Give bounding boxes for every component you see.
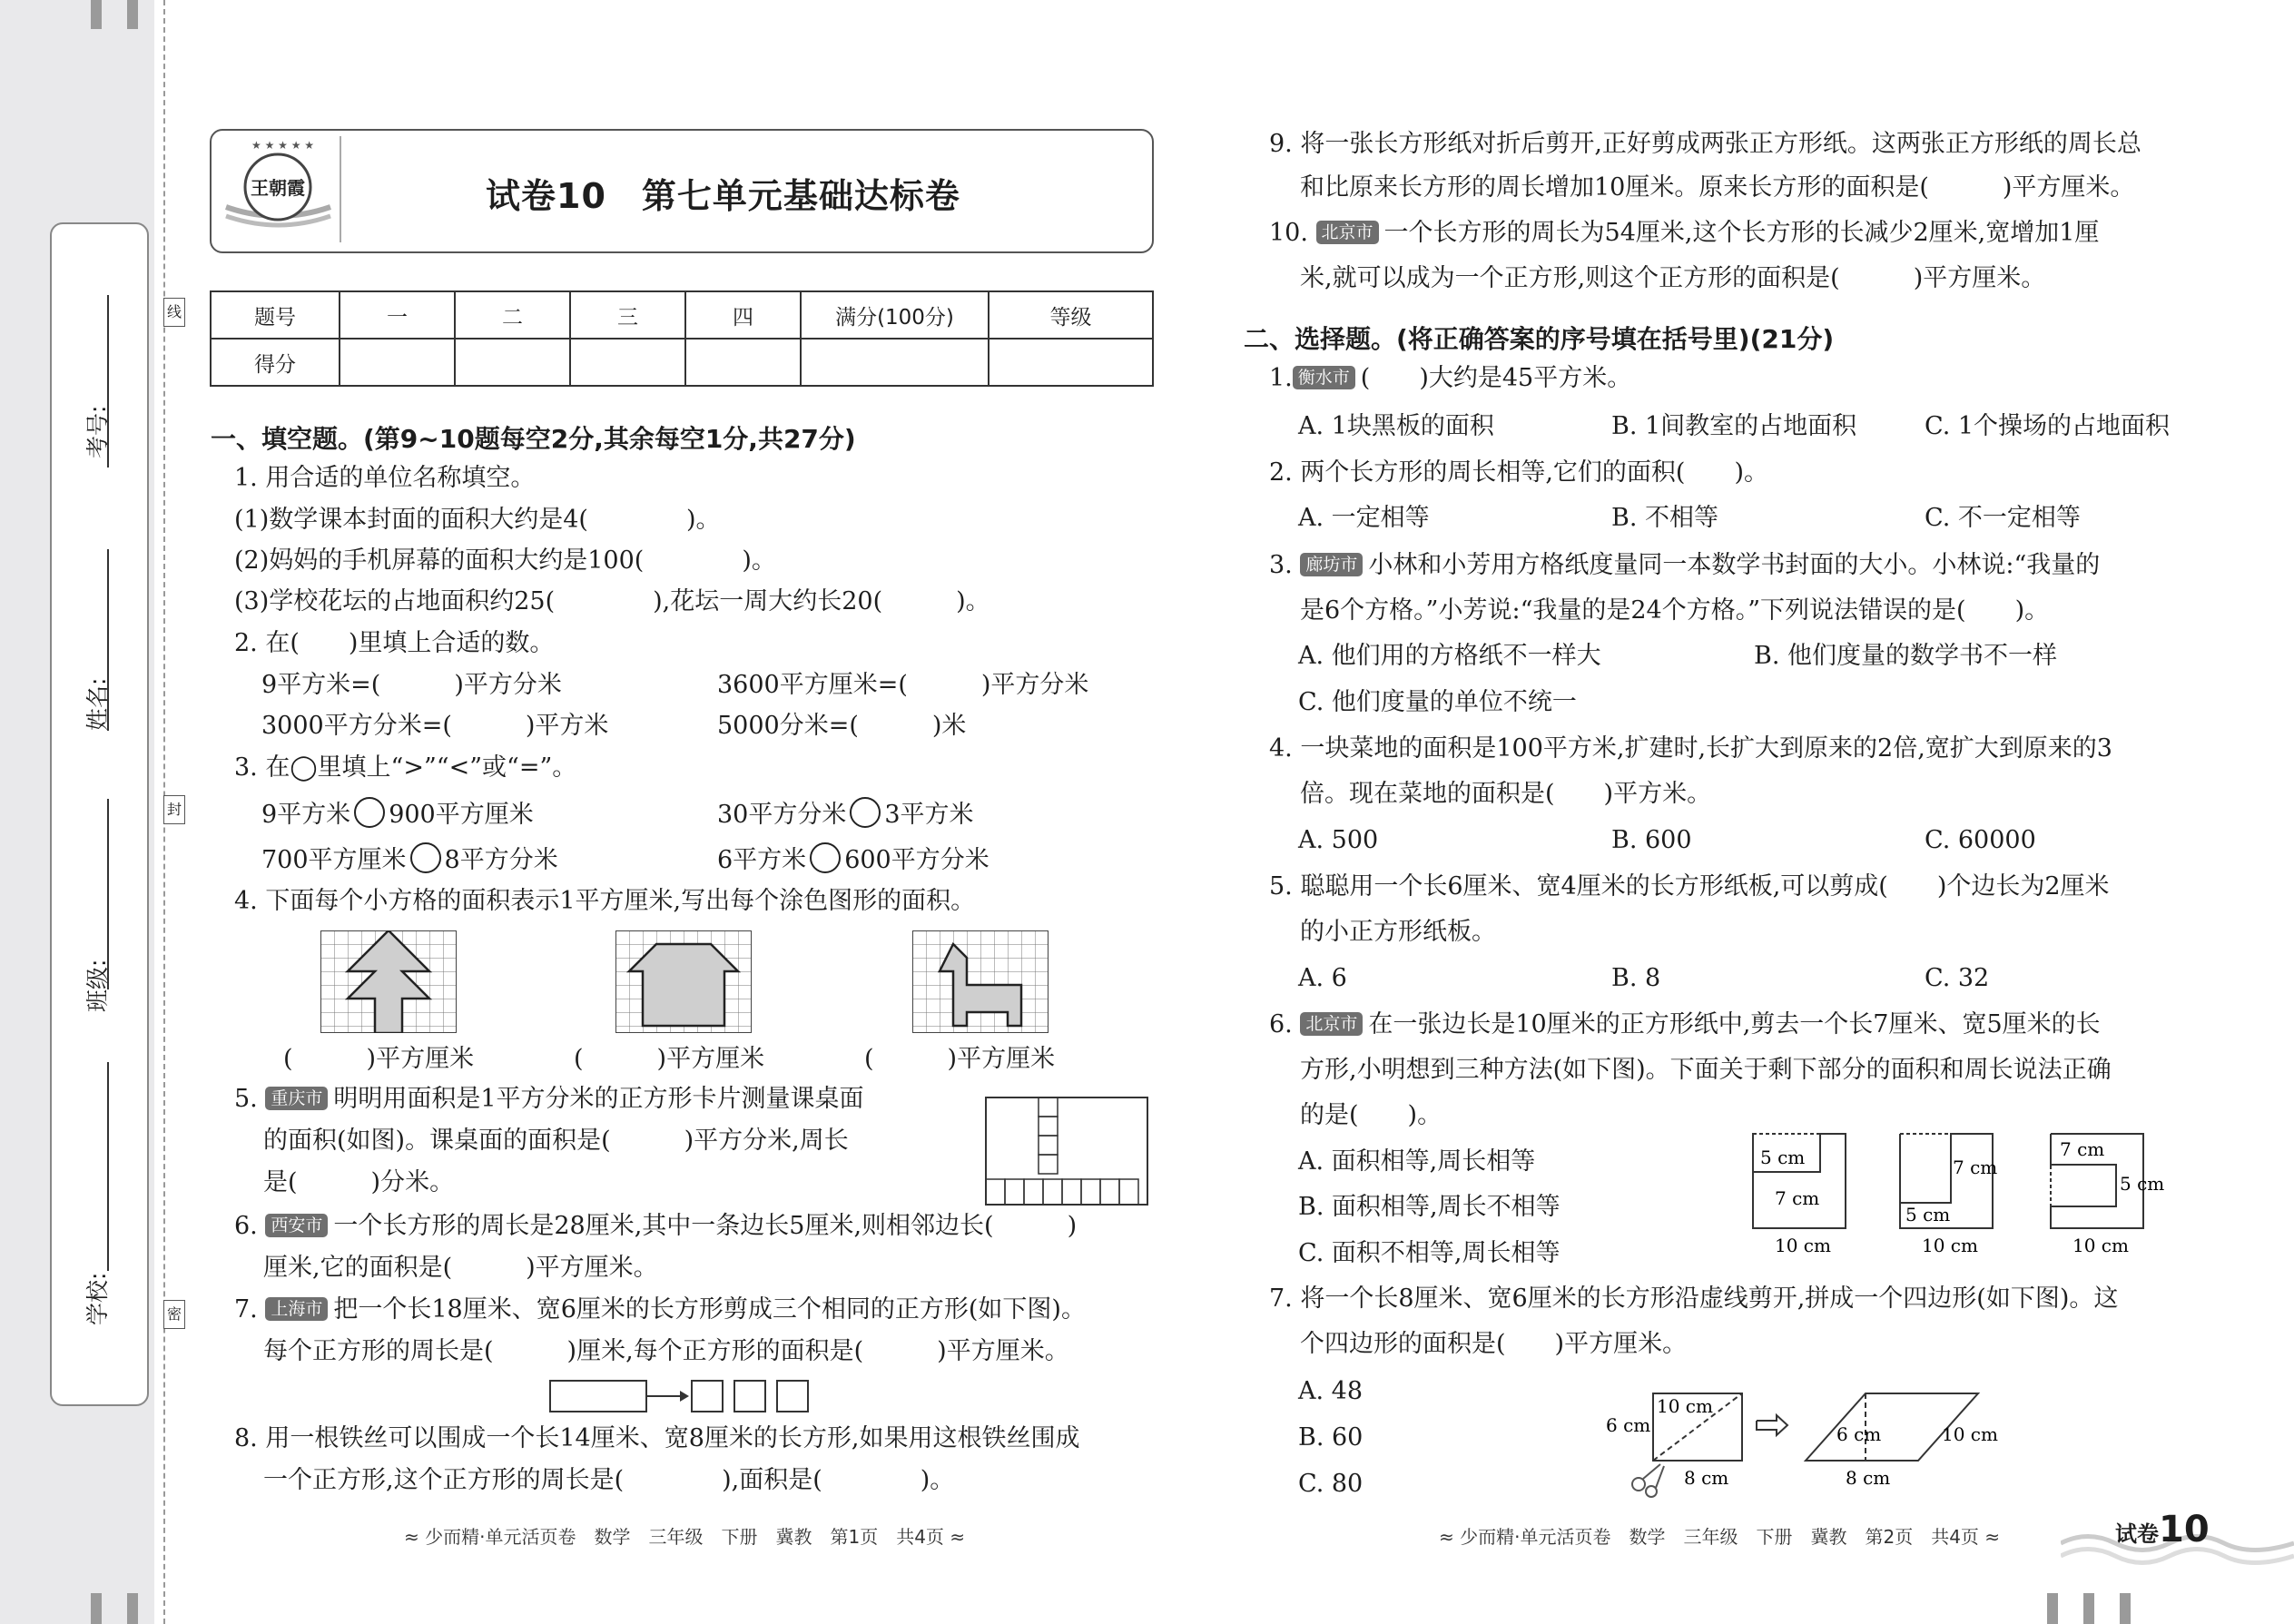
c7-figure xyxy=(1602,1384,2002,1498)
c7-label: 10 cm xyxy=(1942,1423,1998,1445)
c7-line2: 个四边形的面积是( )平方厘米。 xyxy=(1300,1330,1688,1358)
footer-left: ≈ 少而精·单元活页卷 数学 三年级 下册 冀教 第1页 共4页 ≈ xyxy=(404,1526,966,1548)
seal-mark-mi: 密 xyxy=(163,1300,185,1329)
q7-text: 把一个长18厘米、宽6厘米的长方形剪成三个相同的正方形(如下图)。 xyxy=(333,1295,1086,1324)
region-tag: 北京市 xyxy=(1316,221,1379,244)
option-a[interactable]: A. 6 xyxy=(1298,964,1347,992)
c6-line2: 方形,小明想到三种方法(如下图)。下面关于剩下部分的面积和周长说法正确 xyxy=(1300,1056,2112,1084)
option-c[interactable]: C. 32 xyxy=(1925,964,1990,992)
score-table-header: 四 xyxy=(685,291,801,339)
q4-answer-blank[interactable]: ( )平方厘米 xyxy=(283,1045,475,1073)
q3-right: 8平方分米 xyxy=(444,846,558,874)
section-2-heading: 二、选择题。(将正确答案的序号填在括号里)(21分) xyxy=(1244,324,1835,354)
option-a[interactable]: A. 他们用的方格纸不一样大 xyxy=(1298,642,1601,670)
q5-line1: 5. 重庆市 明明用面积是1平方分米的正方形卡片测量课桌面 xyxy=(234,1085,864,1113)
q4-grid-figure-1 xyxy=(320,930,457,1033)
c5-line1: 5. 聪聪用一个长6厘米、宽4厘米的长方形纸板,可以剪成( )个边长为2厘米 xyxy=(1269,872,2110,901)
paper-badge-label: 试卷 xyxy=(2115,1521,2159,1547)
q4-grid-figure-3 xyxy=(912,930,1049,1033)
compare-circle[interactable] xyxy=(410,842,441,873)
compare-circle[interactable] xyxy=(850,797,881,828)
score-cell[interactable] xyxy=(340,339,455,386)
c7-line1: 7. 将一个长8厘米、宽6厘米的长方形沿虚线剪开,拼成一个四边形(如下图)。这 xyxy=(1269,1284,2119,1313)
option-c[interactable]: C. 他们度量的单位不统一 xyxy=(1298,688,1577,716)
score-row-label: 得分 xyxy=(211,339,340,386)
desk-figure xyxy=(985,1097,1148,1206)
crop-mark xyxy=(2047,1593,2058,1624)
score-cell[interactable] xyxy=(801,339,989,386)
student-info-box xyxy=(50,222,149,1406)
region-tag: 西安市 xyxy=(265,1214,328,1237)
crop-mark xyxy=(127,0,138,29)
q6-line1: 6. 西安市 一个长方形的周长是28厘米,其中一条边长5厘米,则相邻边长( ) xyxy=(234,1212,1078,1240)
q1-part3: (3)学校花坛的占地面积约25( ),花坛一周大约长20( )。 xyxy=(234,587,990,615)
q4-answer-blank[interactable]: ( )平方厘米 xyxy=(574,1045,765,1073)
c7-label: 8 cm xyxy=(1684,1467,1729,1489)
q8-line1: 8. 用一根铁丝可以围成一个长14厘米、宽8厘米的长方形,如果用这根铁丝围成 xyxy=(234,1424,1080,1452)
q5-line3: 是( )分米。 xyxy=(263,1168,455,1196)
class-label: 班级: xyxy=(84,959,111,1012)
score-table xyxy=(210,290,1154,387)
scissors-icon xyxy=(1632,1464,1664,1497)
svg-text:王朝霞: 王朝霞 xyxy=(251,177,305,199)
option-a[interactable]: A. 1块黑板的面积 xyxy=(1298,412,1494,440)
c3-line1: 3. 廊坊市 小林和小芳用方格纸度量同一本数学书封面的大小。小林说:“我量的 xyxy=(1269,551,2101,579)
score-cell[interactable] xyxy=(685,339,801,386)
school-line[interactable] xyxy=(107,1062,109,1271)
option-c[interactable]: C. 不一定相等 xyxy=(1925,504,2081,532)
c1-text: ( )大约是45平方米。 xyxy=(1360,364,1632,392)
q3-left: 30平方分米 xyxy=(717,801,847,829)
score-table-header: 满分(100分) xyxy=(801,291,989,339)
c4-line1: 4. 一块菜地的面积是100平方米,扩建时,长扩大到原来的2倍,宽扩大到原来的3 xyxy=(1269,734,2112,763)
score-table-header: 三 xyxy=(570,291,685,339)
q6-text: 一个长方形的周长是28厘米,其中一条边长5厘米,则相邻边长( ) xyxy=(333,1212,1078,1240)
svg-text:★ ★ ★ ★ ★: ★ ★ ★ ★ ★ xyxy=(251,139,315,152)
q2-item: 3000平方分米=( )平方米 xyxy=(261,712,609,740)
exam-number-line[interactable] xyxy=(107,295,109,468)
q2-text: 2. 在( )里填上合适的数。 xyxy=(234,629,555,657)
q4-answer-blank[interactable]: ( )平方厘米 xyxy=(864,1045,1056,1073)
q7-line1: 7. 上海市 把一个长18厘米、宽6厘米的长方形剪成三个相同的正方形(如下图)。 xyxy=(234,1295,1086,1324)
option-b[interactable]: B. 他们度量的数学书不一样 xyxy=(1754,642,2058,670)
c7-label: 10 cm xyxy=(1657,1395,1713,1417)
q2-item: 5000分米=( )米 xyxy=(717,712,967,740)
crop-mark xyxy=(2083,1593,2094,1624)
region-tag: 衡水市 xyxy=(1293,366,1355,389)
score-cell[interactable] xyxy=(455,339,570,386)
crop-mark xyxy=(127,1593,138,1624)
option-a[interactable]: A. 一定相等 xyxy=(1298,504,1430,532)
name-line[interactable] xyxy=(107,549,109,731)
section-1-heading: 一、填空题。(第9~10题每空2分,其余每空1分,共27分) xyxy=(211,424,856,454)
region-tag: 廊坊市 xyxy=(1300,553,1363,576)
c3-text: 小林和小芳用方格纸度量同一本数学书封面的大小。小林说:“我量的 xyxy=(1368,551,2101,579)
score-cell[interactable] xyxy=(570,339,685,386)
q10-line1: 10. 北京市 一个长方形的周长为54厘米,这个长方形的长减少2厘米,宽增加1厘 xyxy=(1269,219,2100,247)
region-tag: 上海市 xyxy=(265,1297,328,1321)
q7-line2: 每个正方形的周长是( )厘米,每个正方形的面积是( )平方厘米。 xyxy=(263,1337,1069,1365)
q5-line2: 的面积(如图)。课桌面的面积是( )平方分米,周长 xyxy=(263,1127,849,1155)
page-title: 试卷10 第七单元基础达标卷 xyxy=(486,176,960,216)
option-c[interactable]: C. 80 xyxy=(1298,1470,1364,1498)
score-table-header: 一 xyxy=(340,291,455,339)
c6-label: 5 cm xyxy=(1760,1147,1806,1168)
option-c[interactable]: C. 1个操场的占地面积 xyxy=(1925,412,2171,440)
q4-text: 4. 下面每个小方格的面积表示1平方厘米,写出每个涂色图形的面积。 xyxy=(234,887,976,915)
q3-item xyxy=(261,797,534,831)
option-a[interactable]: A. 面积相等,周长相等 xyxy=(1298,1147,1536,1176)
option-b[interactable]: B. 60 xyxy=(1298,1423,1364,1452)
q9-line1: 9. 将一张长方形纸对折后剪开,正好剪成两张正方形纸。这两张正方形纸的周长总 xyxy=(1269,130,2141,158)
q3-right: 3平方米 xyxy=(884,801,974,829)
c1-line: 1. 衡水市 ( )大约是45平方米。 xyxy=(1269,364,1632,392)
q7-figure xyxy=(548,1378,821,1414)
option-b[interactable]: B. 600 xyxy=(1611,826,1692,854)
q1-part2: (2)妈妈的手机屏幕的面积大约是100( )。 xyxy=(234,546,776,575)
c6-label: 10 cm xyxy=(2072,1235,2129,1256)
q10-text: 一个长方形的周长为54厘米,这个长方形的长减少2厘米,宽增加1厘 xyxy=(1383,219,2100,247)
option-c[interactable]: C. 60000 xyxy=(1925,826,2036,854)
school-label: 学校: xyxy=(84,1272,111,1325)
c6-line3: 的是( )。 xyxy=(1300,1101,1442,1129)
option-b[interactable]: B. 不相等 xyxy=(1611,504,1719,532)
option-c[interactable]: C. 面积不相等,周长相等 xyxy=(1298,1239,1561,1267)
crop-mark xyxy=(91,1593,102,1624)
class-line[interactable] xyxy=(107,799,109,989)
q6-line2: 厘米,它的面积是( )平方厘米。 xyxy=(263,1254,658,1282)
c7-label: 6 cm xyxy=(1606,1414,1651,1436)
q4-grid-figure-2 xyxy=(615,930,752,1033)
q8-line2: 一个正方形,这个正方形的周长是( ),面积是( )。 xyxy=(263,1466,955,1494)
crop-mark xyxy=(2120,1593,2131,1624)
c7-label: 6 cm xyxy=(1836,1423,1882,1445)
region-tag: 重庆市 xyxy=(265,1087,328,1110)
c6-label: 7 cm xyxy=(1953,1156,1998,1178)
score-table-header: 题号 xyxy=(211,291,340,339)
q3-right: 900平方厘米 xyxy=(389,801,534,829)
exam-number-label: 考号: xyxy=(84,405,111,458)
q9-line2: 和比原来长方形的周长增加10厘米。原来长方形的面积是( )平方厘米。 xyxy=(1300,173,2135,202)
q3-text: 3. 在◯里填上“>”“<”或“=”。 xyxy=(234,753,577,782)
q3-item xyxy=(717,842,989,876)
q1-text: 1. 用合适的单位名称填空。 xyxy=(234,464,536,492)
logo xyxy=(217,136,341,242)
option-a[interactable]: A. 500 xyxy=(1298,826,1379,854)
q3-left: 9平方米 xyxy=(261,801,351,829)
compare-circle[interactable] xyxy=(354,797,385,828)
arrow-icon xyxy=(1757,1415,1787,1435)
q3-item xyxy=(261,842,558,876)
q3-item xyxy=(717,797,974,831)
q3-right: 600平方分米 xyxy=(844,846,989,874)
q5-text: 明明用面积是1平方分米的正方形卡片测量课桌面 xyxy=(333,1085,864,1113)
compare-circle[interactable] xyxy=(810,842,841,873)
seal-mark-xian: 线 xyxy=(163,298,185,327)
paper-badge-number: 10 xyxy=(2159,1509,2210,1550)
name-label: 姓名: xyxy=(84,677,111,731)
c6-label: 10 cm xyxy=(1775,1235,1831,1256)
footer-right: ≈ 少而精·单元活页卷 数学 三年级 下册 冀教 第2页 共4页 ≈ xyxy=(1439,1526,2001,1548)
paper-badge xyxy=(2115,1509,2210,1550)
c6-label: 5 cm xyxy=(1905,1204,1951,1225)
region-tag: 北京市 xyxy=(1300,1012,1363,1036)
c6-label: 5 cm xyxy=(2120,1173,2165,1195)
seal-mark-feng: 封 xyxy=(163,795,185,824)
c3-line2: 是6个方格。”小芳说:“我量的是24个方格。”下列说法错误的是( )。 xyxy=(1300,596,2050,625)
option-b[interactable]: B. 8 xyxy=(1611,964,1661,992)
c7-label: 8 cm xyxy=(1846,1467,1891,1489)
option-a[interactable]: A. 48 xyxy=(1298,1377,1364,1405)
c6-line1: 6. 北京市 在一张边长是10厘米的正方形纸中,剪去一个长7厘米、宽5厘米的长 xyxy=(1269,1010,2101,1038)
q2-item: 3600平方厘米=( )平方分米 xyxy=(717,671,1089,699)
c6-label: 10 cm xyxy=(1922,1235,1978,1256)
option-b[interactable]: B. 1间教室的占地面积 xyxy=(1611,412,1857,440)
c4-line2: 倍。现在菜地的面积是( )平方米。 xyxy=(1300,780,1712,808)
c6-label: 7 cm xyxy=(2060,1138,2105,1160)
c6-label: 7 cm xyxy=(1775,1187,1820,1209)
score-cell[interactable] xyxy=(989,339,1153,386)
q3-left: 700平方厘米 xyxy=(261,846,407,874)
q2-item: 9平方米=( )平方分米 xyxy=(261,671,562,699)
c5-line2: 的小正方形纸板。 xyxy=(1300,918,1496,946)
score-table-header: 二 xyxy=(455,291,570,339)
crop-mark xyxy=(91,0,102,29)
q1-part1: (1)数学课本封面的面积大约是4( )。 xyxy=(234,506,721,534)
score-table-header: 等级 xyxy=(989,291,1153,339)
option-b[interactable]: B. 面积相等,周长不相等 xyxy=(1298,1193,1561,1221)
q10-line2: 米,就可以成为一个正方形,则这个正方形的面积是( )平方厘米。 xyxy=(1300,264,2046,292)
c2-line: 2. 两个长方形的周长相等,它们的面积( )。 xyxy=(1269,458,1768,487)
c6-text: 在一张边长是10厘米的正方形纸中,剪去一个长7厘米、宽5厘米的长 xyxy=(1368,1010,2101,1038)
c6-figures xyxy=(1748,1130,2256,1262)
q3-left: 6平方米 xyxy=(717,846,807,874)
